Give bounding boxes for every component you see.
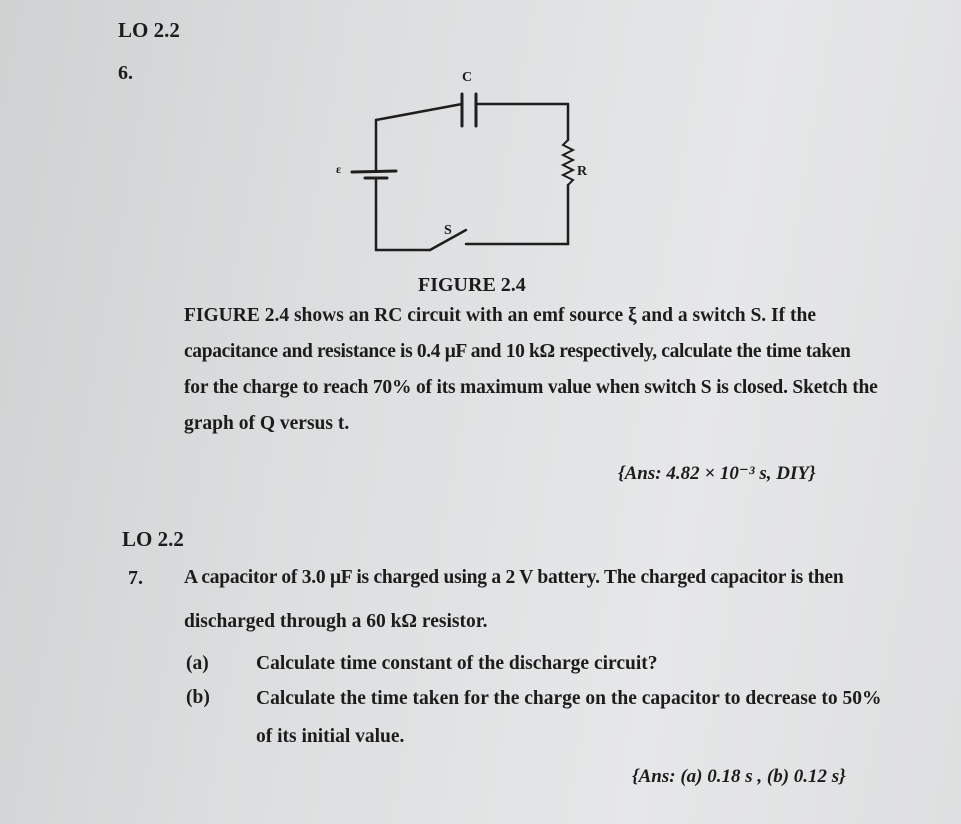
emf-label: ε — [336, 162, 342, 176]
capacitor-label: C — [462, 70, 473, 85]
part-b-line-1: Calculate the time taken for the charge on the capacitor to decrease to 50% — [256, 688, 882, 709]
question-6-line-1: FIGURE 2.4 shows an RC circuit with an emf source ξ and a switch S. If the — [184, 305, 816, 326]
figure-caption: FIGURE 2.4 — [418, 274, 526, 296]
resistor-zigzag — [563, 140, 573, 185]
lo-heading-1: LO 2.2 — [118, 18, 180, 42]
question-6-text — [184, 298, 894, 442]
wire-top-left — [376, 104, 462, 120]
question-6-line-4: graph of Q versus t. — [184, 413, 350, 434]
part-a-text: Calculate time constant of the discharge circuit? — [256, 653, 658, 674]
question-6-line-3: for the charge to reach 70% of its maximum value when switch S is closed. Sketch the — [184, 377, 878, 398]
question-6-line-2: capacitance and resistance is 0.4 μF and 10 kΩ respectively, calculate the time taken — [184, 341, 851, 362]
question-7-line-2: discharged through a 60 kΩ resistor. — [184, 611, 488, 632]
question-7-answer: {Ans: (a) 0.18 s , (b) 0.12 s} — [632, 766, 846, 787]
part-b-line-2: of its initial value. — [256, 726, 405, 747]
part-a-label: (a) — [186, 653, 209, 674]
question-number-6: 6. — [118, 62, 133, 84]
part-b-label: (b) — [186, 687, 210, 708]
battery-plate-long — [352, 171, 396, 172]
part-b-text — [256, 680, 882, 756]
question-6-answer: {Ans: 4.82 × 10⁻³ s, DIY} — [618, 463, 816, 484]
question-number-7: 7. — [128, 567, 143, 589]
question-7-text — [184, 556, 884, 644]
lo-heading-2: LO 2.2 — [122, 527, 184, 551]
rc-circuit-diagram — [0, 0, 961, 300]
resistor-label: R — [577, 164, 588, 179]
switch-label: S — [444, 223, 452, 238]
question-7-line-1: A capacitor of 3.0 μF is charged using a 2 V battery. The charged capacitor is then — [184, 567, 844, 588]
